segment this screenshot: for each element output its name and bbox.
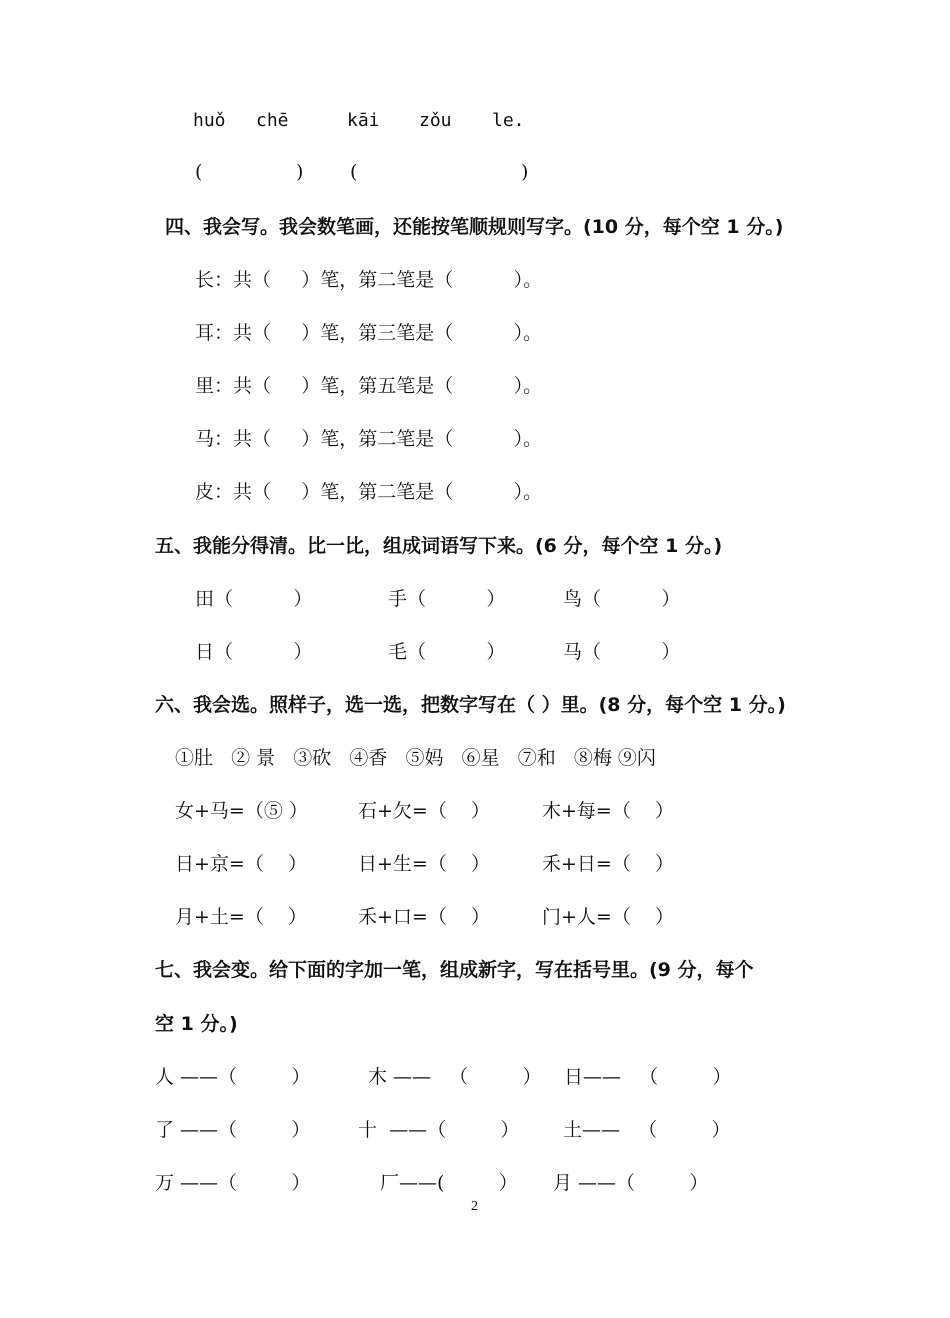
pinyin-kai: kāi xyxy=(347,110,380,131)
pinyin-che: chē xyxy=(256,110,289,131)
section-6-item: 木+每=（ ） xyxy=(542,800,674,822)
section-7-title-cont: 空 1 分。) xyxy=(155,1013,238,1035)
section-6-options: ①肚 ② 景 ③砍 ④香 ⑤妈 ⑥星 ⑦和 ⑧梅 ⑨闪 xyxy=(175,747,656,769)
section-4-title: 四、我会写。我会数笔画，还能按笔顺规则写字。(10 分，每个空 1 分。) xyxy=(165,216,784,238)
section-4-row: 皮：共（ ）笔，第二笔是（ ）。 xyxy=(195,481,543,503)
section-6-item: 日+生=（ ） xyxy=(358,853,490,875)
section-6-item: 日+京=（ ） xyxy=(175,853,307,875)
section-4-row: 马：共（ ）笔，第二笔是（ ）。 xyxy=(195,428,543,450)
section-7-item: 日—— （ ） xyxy=(564,1066,732,1088)
paren-b-close: ) xyxy=(521,161,529,183)
section-6-item: 门+人=（ ） xyxy=(542,906,674,928)
pinyin-huo: huǒ xyxy=(193,110,226,131)
section-7-item: 十 ——（ ） xyxy=(358,1119,520,1141)
paren-b-open: ( xyxy=(350,161,358,183)
section-7-item: 土—— （ ） xyxy=(563,1119,731,1141)
section-7-item: 了 ——（ ） xyxy=(155,1119,311,1141)
section-5-item: 田（ ） xyxy=(195,588,313,610)
section-4-row: 里：共（ ）笔，第五笔是（ ）。 xyxy=(195,375,543,397)
section-6-item: 女+马=（⑤ ） xyxy=(175,800,308,822)
page-number: 2 xyxy=(471,1199,478,1214)
section-5-title: 五、我能分得清。比一比，组成词语写下来。(6 分，每个空 1 分。) xyxy=(155,535,723,557)
section-6-item: 石+欠=（ ） xyxy=(358,800,490,822)
section-5-item: 日（ ） xyxy=(195,641,313,663)
section-5-item: 鸟（ ） xyxy=(563,588,681,610)
section-7-item: 厂——( ） xyxy=(380,1172,518,1194)
section-7-title: 七、我会变。给下面的字加一笔，组成新字，写在括号里。(9 分，每个 xyxy=(155,959,754,981)
section-6-item: 禾+日=（ ） xyxy=(542,853,674,875)
section-7-item: 万 ——（ ） xyxy=(155,1172,311,1194)
paren-a-close: ) xyxy=(296,161,304,183)
section-7-item: 木 —— （ ） xyxy=(368,1066,542,1088)
pinyin-zou: zǒu xyxy=(419,110,452,131)
section-7-item: 人 ——（ ） xyxy=(155,1066,311,1088)
section-4-row: 耳：共（ ）笔，第三笔是（ ）。 xyxy=(195,322,543,344)
section-6-item: 禾+口=（ ） xyxy=(358,906,490,928)
paren-a-open: ( xyxy=(195,161,203,183)
pinyin-le: le. xyxy=(492,110,525,131)
section-7-item: 月 ——（ ） xyxy=(553,1172,709,1194)
section-6-title: 六、我会选。照样子，选一选，把数字写在（ ）里。(8 分，每个空 1 分。) xyxy=(155,694,786,716)
section-6-item: 月+土=（ ） xyxy=(175,906,307,928)
section-5-item: 手（ ） xyxy=(388,588,506,610)
section-5-item: 马（ ） xyxy=(563,641,681,663)
section-4-row: 长：共（ ）笔，第二笔是（ ）。 xyxy=(195,269,543,291)
section-5-item: 毛（ ） xyxy=(388,641,506,663)
